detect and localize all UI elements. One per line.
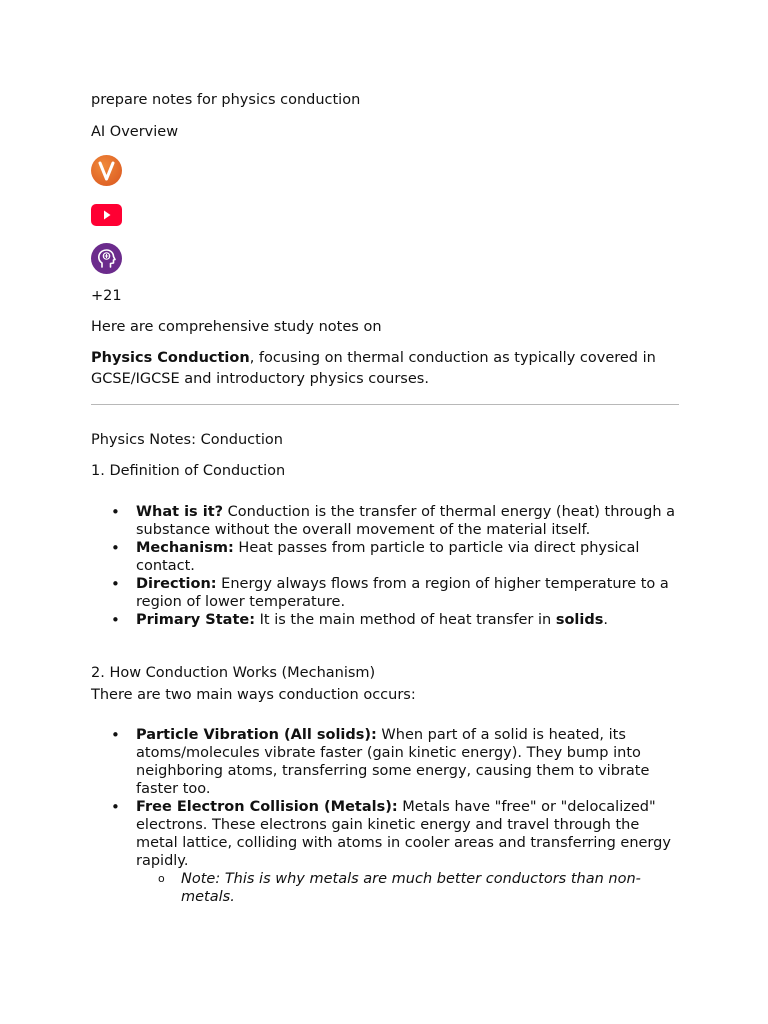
list-item	[91, 726, 681, 798]
section2-intro: There are two main ways conduction occurs:	[91, 687, 416, 703]
search-query: prepare notes for physics conduction	[91, 92, 361, 108]
notes-title: Physics Notes: Conduction	[91, 432, 283, 448]
list-item	[91, 798, 681, 906]
note-text: Note: This is why metals are much better conductors than non-metals.	[181, 871, 641, 905]
item-label: Free Electron Collision (Metals):	[136, 799, 398, 815]
item-text: It is the main method of heat transfer in	[255, 612, 556, 628]
item-text: When part of a solid is heated, its atoms/molecules vibrate faster (gain kinetic energy). They bump into neighboring atoms, transferring some energy, causing them to vibrate faster too.	[136, 727, 650, 797]
section2-heading: 2. How Conduction Works (Mechanism)	[91, 665, 376, 681]
item-text: Conduction is the transfer of thermal energy (heat) through a substance without the overall movement of the material itself.	[136, 504, 676, 538]
youtube-icon[interactable]	[91, 204, 122, 226]
item-text: Metals have "free" or "delocalized" electrons. These electrons gain kinetic energy and travel through the metal lattice, colliding with atoms in cooler areas and transferring energy rapidly.	[136, 799, 671, 869]
intro-line: Here are comprehensive study notes on	[91, 319, 382, 335]
more-sources-count[interactable]: +21	[91, 288, 122, 304]
divider	[91, 404, 679, 405]
item-bold-word: solids	[555, 612, 604, 628]
item-text: Heat passes from particle to particle via direct physical contact.	[136, 540, 640, 574]
list-item	[91, 503, 681, 539]
item-label: What is it?	[136, 504, 224, 520]
list-item	[91, 611, 681, 629]
intro-bold-term: Physics Conduction	[91, 350, 250, 366]
section2-list	[91, 726, 681, 906]
list-item	[91, 539, 681, 575]
item-label: Particle Vibration (All solids):	[136, 727, 377, 743]
item-label: Primary State:	[136, 612, 256, 628]
item-label: Mechanism:	[136, 540, 234, 556]
intro-paragraph	[91, 348, 681, 390]
intro-rest: , focusing on thermal conduction as typically covered in GCSE/IGCSE and introductory physics courses.	[91, 350, 656, 387]
section1-list	[91, 503, 681, 629]
list-item	[91, 575, 681, 611]
sub-list-item	[136, 870, 681, 906]
item-end: .	[603, 612, 608, 628]
item-text: Energy always flows from a region of higher temperature to a region of lower temperature.	[136, 576, 669, 610]
section1-heading: 1. Definition of Conduction	[91, 463, 286, 479]
v-logo-icon[interactable]	[91, 155, 122, 186]
item-label: Direction:	[136, 576, 217, 592]
sub-list	[136, 870, 681, 906]
ai-overview-label: AI Overview	[91, 124, 179, 140]
brain-head-icon[interactable]	[91, 243, 122, 274]
